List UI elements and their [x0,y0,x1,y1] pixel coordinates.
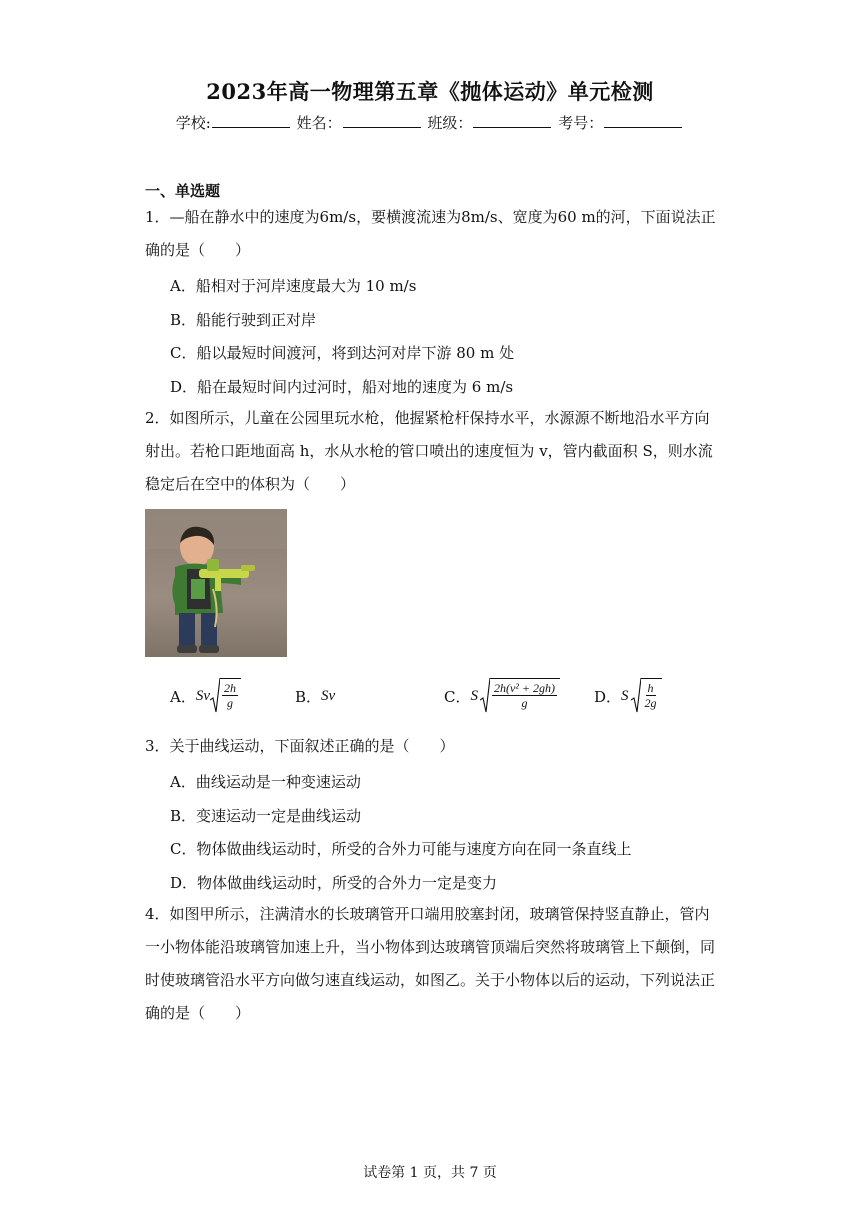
q2-d-prefix: S [621,687,629,704]
page-footer: 试卷第 1 页，共 7 页 [363,1165,497,1181]
question-3-stem: 3．关于曲线运动，下面叙述正确的是（ ） [145,737,455,755]
q3-option-a: A．曲线运动是一种变速运动 [170,773,361,791]
q2-c-denominator: g [521,696,528,710]
question-1-stem [145,201,723,267]
student-info-line [0,112,860,133]
name-label: 姓名： [296,114,342,132]
class-field[interactable] [473,113,551,128]
q2-choice-d-label: D． [594,687,622,706]
q2-c-prefix: S [470,687,478,704]
school-field[interactable] [212,113,290,128]
question-4-line: 确的是（ ） [145,1004,251,1022]
q2-d-denominator: 2g [644,696,657,710]
q3-option-c: C．物体做曲线运动时，所受的合外力可能与速度方向在同一条直线上 [170,840,632,858]
question-2-line: 射出。若枪口距地面高 h，水从水枪的管口喷出的速度恒为 v，管内截面积 S，则水流 [145,442,713,460]
q2-choice-d [594,676,662,716]
q2-a-prefix: Sv [195,687,211,704]
exam-no-field[interactable] [604,113,682,128]
name-field[interactable] [343,113,421,128]
question-2-line: 稳定后在空中的体积为（ ） [145,475,356,493]
q2-d-sqrt [631,678,662,714]
q3-option-d: D．物体做曲线运动时，所受的合外力一定是变力 [170,874,498,892]
question-1-line: 1．—船在静水中的速度为6m/s，要横渡流速为8m/s、宽度为60 m的河，下面说法正 [145,208,716,226]
section-title: 一、单选题 [145,182,221,200]
question-1-line: 确的是（ ） [145,241,251,259]
question-4-line: 时使玻璃管沿水平方向做匀速直线运动，如图乙。关于小物体以后的运动，下列说法正 [145,971,716,989]
question-2-line: 2．如图所示，儿童在公园里玩水枪，他握紧枪杆保持水平，水源源不断地沿水平方向 [145,409,710,427]
exam-no-label: 考号： [558,114,604,132]
q1-option-a: A．船相对于河岸速度最大为 10 m/s [170,277,417,295]
q2-choice-b [295,676,335,716]
q2-choice-a [170,676,241,716]
question-2-stem [145,402,723,501]
q2-choice-c [444,676,560,716]
q2-a-sqrt [210,678,241,714]
class-label: 班级： [427,114,473,132]
question-4-line: 4．如图甲所示，注满清水的长玻璃管开口端用胶塞封闭，玻璃管保持竖直静止，管内 [145,905,710,923]
q2-choice-a-label: A． [170,687,196,706]
child-water-gun-photo [145,509,287,657]
q2-d-numerator: h [647,681,654,695]
q1-option-b: B．船能行驶到正对岸 [170,311,317,329]
q2-choice-b-label: B． [295,687,322,706]
q2-choice-c-label: C． [444,687,471,706]
q2-c-sqrt [480,678,560,714]
question-4-stem [145,898,723,1030]
q3-option-b: B．变速运动一定是曲线运动 [170,807,362,825]
page-title: 2023年高一物理第五章《抛体运动》单元检测 [206,79,654,104]
question-4-line: 一小物体能沿玻璃管加速上升，当小物体到达玻璃管顶端后突然将玻璃管上下颠倒，同 [145,938,716,956]
q2-b-expression: Sv [321,687,336,704]
q1-option-d: D．船在最短时间内过河时，船对地的速度为 6 m/s [170,378,514,396]
q2-c-numerator: 2h(v² + 2gh) [493,681,555,695]
q2-a-numerator: 2h [224,681,237,695]
q2-a-denominator: g [227,696,234,710]
q1-option-c: C．船以最短时间渡河，将到达河对岸下游 80 m 处 [170,344,515,362]
school-label: 学校: [175,114,211,132]
